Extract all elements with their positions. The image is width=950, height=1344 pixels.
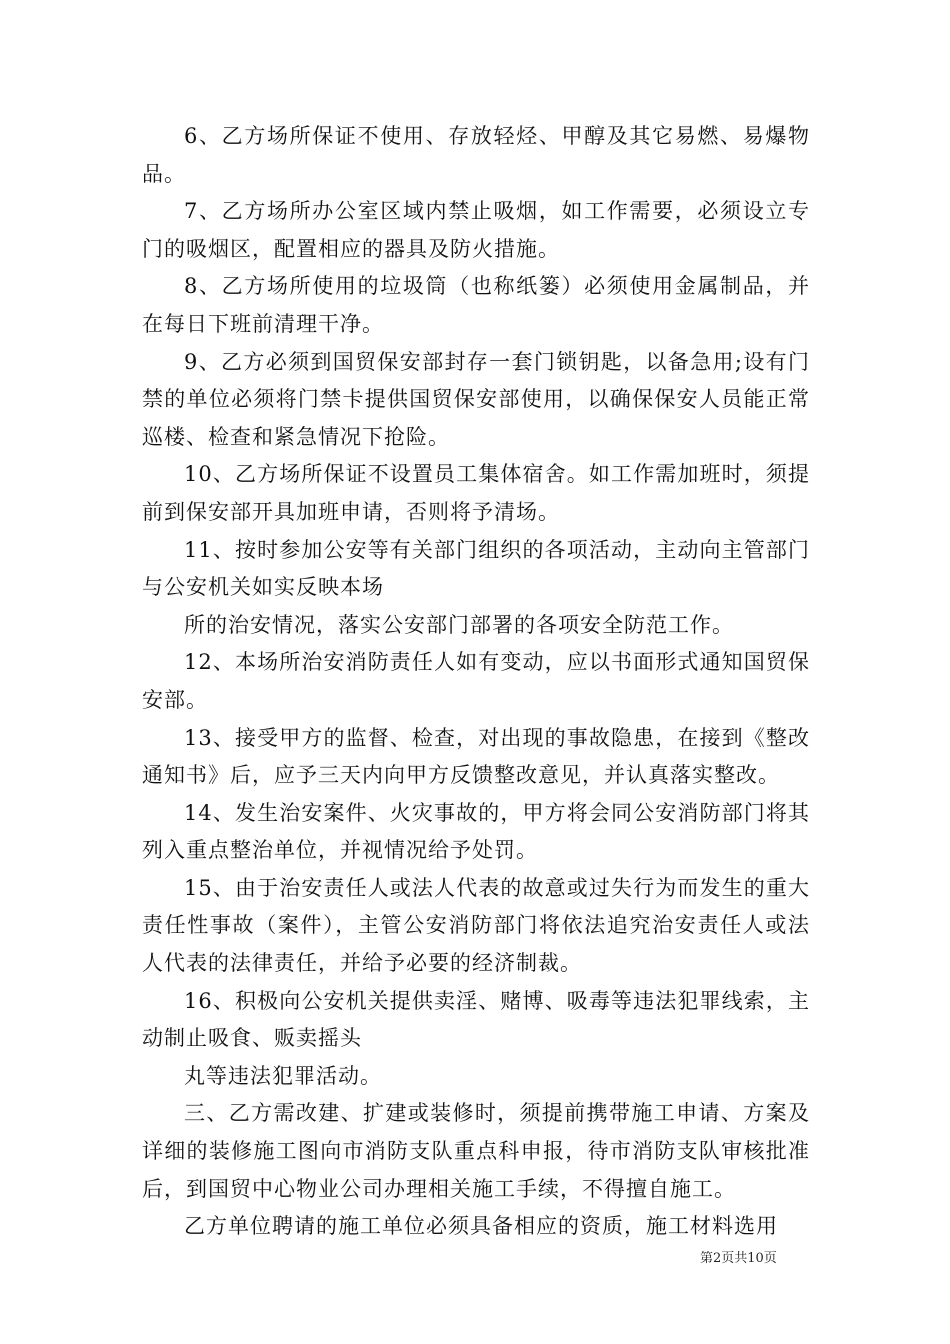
paragraph-item-7: 7、乙方场所办公室区域内禁止吸烟，如工作需要，必须设立专门的吸烟区，配置相应的器具及防火措施。 [142,199,810,261]
paragraph-item-6: 6、乙方场所保证不使用、存放轻烃、甲醇及其它易燃、易爆物品。 [142,124,810,186]
paragraph-item-9: 9、乙方必须到国贸保安部封存一套门锁钥匙，以备急用;设有门禁的单位必须将门禁卡提供国贸保安部使用，以确保保安人员能正常巡楼、检查和紧急情况下抢险。 [142,349,810,449]
paragraph-item-15: 15、由于治安责任人或法人代表的故意或过失行为而发生的重大责任性事故（案件），主管公安消防部门将依法追究治安责任人或法人代表的法律责任，并给予必要的经济制裁。 [142,875,810,976]
paragraph-item-11: 11、按时参加公安等有关部门组织的各项活动，主动向主管部门与公安机关如实反映本场 [142,537,810,600]
paragraph-item-14: 14、发生治安案件、火灾事故的，甲方将会同公安消防部门将其列入重点整治单位，并视情况给予处罚。 [142,800,810,863]
paragraph-item-12: 12、本场所治安消防责任人如有变动，应以书面形式通知国贸保安部。 [142,650,810,712]
paragraph-section-3: 三、乙方需改建、扩建或装修时，须提前携带施工申请、方案及详细的装修施工图向市消防支队重点科申报，待市消防支队审核批准后，到国贸中心物业公司办理相关施工手续，不得擅自施工。 [142,1101,810,1201]
page-number-footer: 第2页共10页 [700,1251,777,1266]
paragraph-item-16: 16、积极向公安机关提供卖淫、赌博、吸毒等违法犯罪线索，主动制止吸食、贩卖摇头 [142,988,810,1051]
paragraph-item-10: 10、乙方场所保证不设置员工集体宿舍。如工作需加班时，须提前到保安部开具加班申请，否则将予清场。 [142,462,810,524]
paragraph-item-16-continued: 丸等违法犯罪活动。 [184,1063,382,1088]
paragraph-item-8: 8、乙方场所使用的垃圾筒（也称纸篓）必须使用金属制品，并在每日下班前清理干净。 [142,274,810,336]
paragraph-item-11-continued: 所的治安情况，落实公安部门部署的各项安全防范工作。 [184,612,734,637]
paragraph-item-13: 13、接受甲方的监督、检查，对出现的事故隐患，在接到《整改通知书》后，应予三天内向甲方反馈整改意见，并认真落实整改。 [142,725,810,788]
paragraph-contractor-requirements: 乙方单位聘请的施工单位必须具备相应的资质，施工材料选用 [184,1214,778,1239]
document-body [142,118,810,1246]
